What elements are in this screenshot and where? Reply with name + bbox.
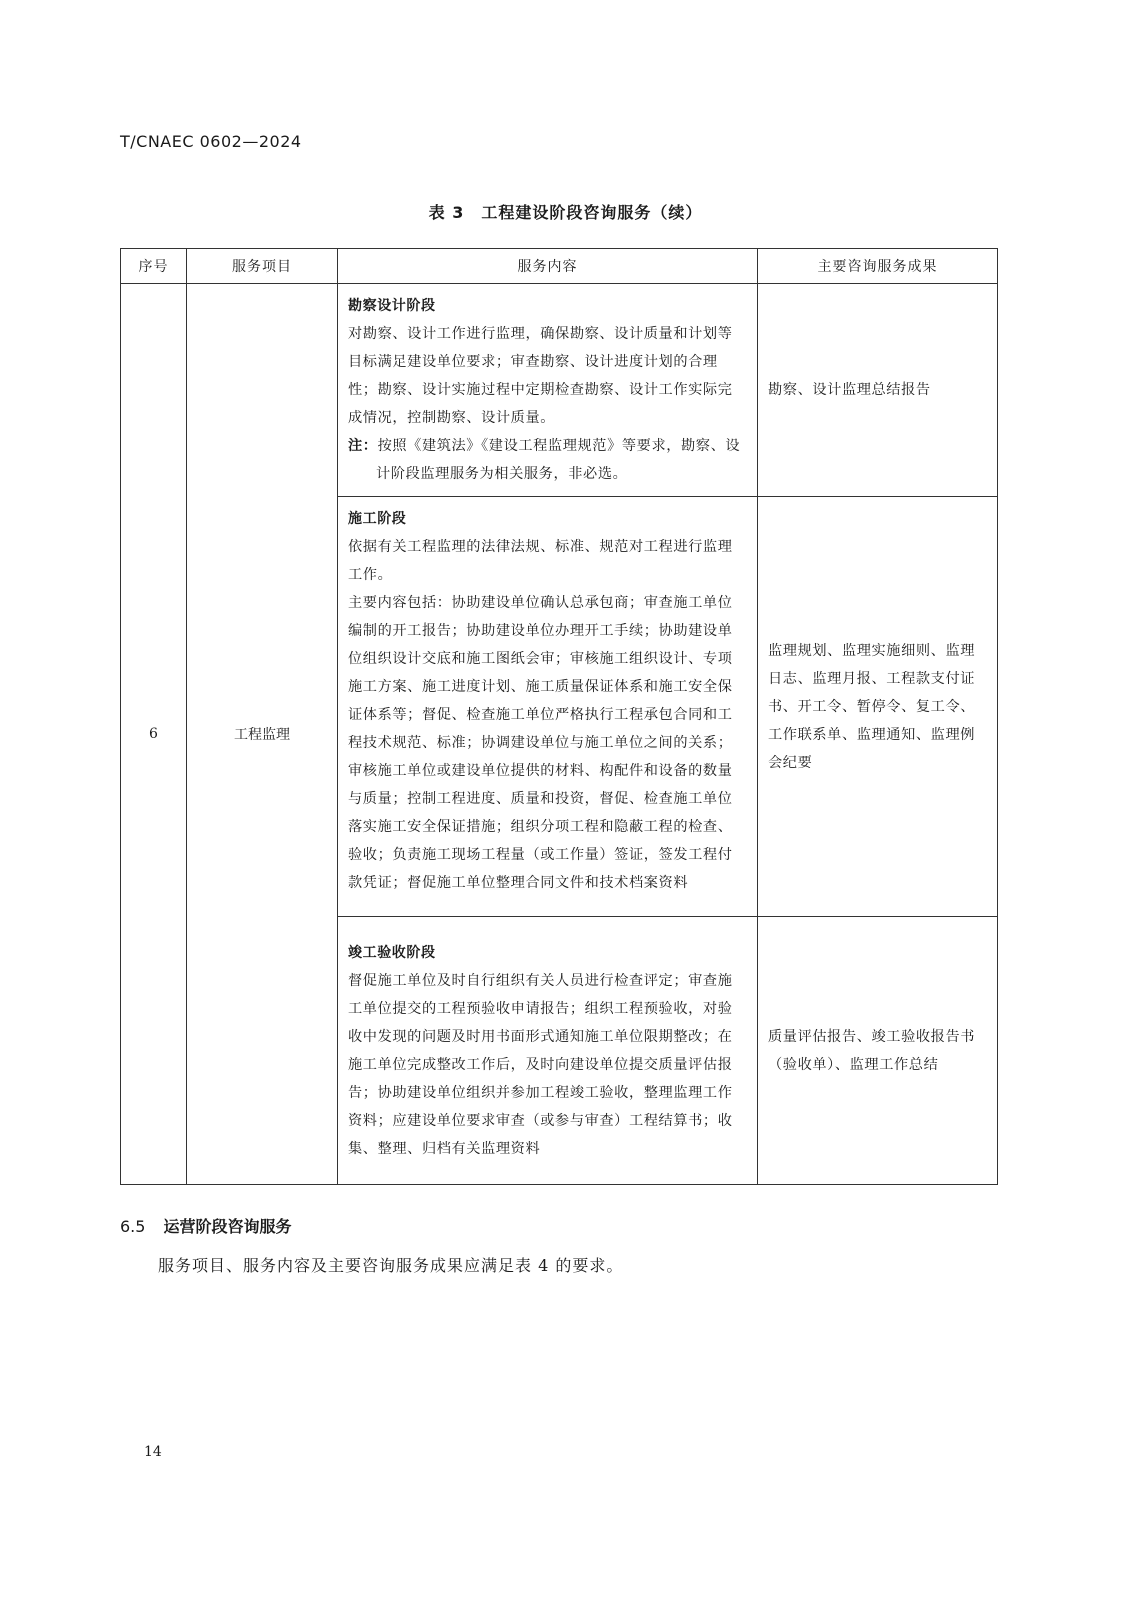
stage-note: [348, 432, 747, 488]
stage-content-survey-design: [338, 284, 758, 497]
stage-paragraph: 主要内容包括：协助建设单位确认总承包商；审查施工单位编制的开工报告；协助建设单位办理开工手续；协助建设单位组织设计交底和施工图纸会审；审核施工组织设计、专项施工方案、施工进度计划、施工质量保证体系和施工安全保证体系等；督促、检查施工单位严格执行工程承包合同和工程技术规范、标准；协调建设单位与施工单位之间的关系；审核施工单位或建设单位提供的材料、构配件和设备的数量与质量；控制工程进度、质量和投资，督促、检查施工单位落实施工安全保证措施；组织分项工程和隐蔽工程的检查、验收；负责施工现场工程量（或工作量）签证，签发工程付款凭证；督促施工单位整理合同文件和技术档案资料: [348, 595, 733, 891]
section-body-text: 服务项目、服务内容及主要咨询服务成果应满足表 4 的要求。: [158, 1256, 624, 1275]
row-index: 6: [121, 284, 187, 1185]
column-header-index: 序号: [121, 249, 187, 284]
section-heading: [120, 1214, 291, 1237]
stage-content-completion: [338, 917, 758, 1185]
column-header-item: 服务项目: [187, 249, 338, 284]
column-header-content: 服务内容: [338, 249, 758, 284]
service-table: [120, 248, 998, 1185]
section-number: 6.5: [120, 1217, 146, 1236]
row-service-item: 工程监理: [187, 284, 338, 1185]
stage-result-completion: 质量评估报告、竣工验收报告书（验收单）、监理工作总结: [758, 917, 998, 1185]
stage-result-survey-design: 勘察、设计监理总结报告: [758, 284, 998, 497]
stage-paragraph: 依据有关工程监理的法律法规、标准、规范对工程进行监理工作。: [348, 539, 733, 583]
table-header-row: [121, 249, 998, 284]
table-title: 表 3 工程建设阶段咨询服务（续）: [428, 203, 703, 222]
section-title: 运营阶段咨询服务: [163, 1217, 292, 1236]
page-number: 14: [144, 1444, 162, 1460]
stage-paragraph: 督促施工单位及时自行组织有关人员进行检查评定；审查施工单位提交的工程预验收申请报告；组织工程预验收，对验收中发现的问题及时用书面形式通知施工单位限期整改；在施工单位完成整改工作后，及时向建设单位提交质量评估报告；协助建设单位组织并参加工程竣工验收，整理监理工作资料；应建设单位要求审查（或参与审查）工程结算书；收集、整理、归档有关监理资料: [348, 973, 733, 1157]
note-label: 注：: [348, 438, 378, 454]
stage-title-completion: 竣工验收阶段: [348, 945, 436, 961]
note-text: 按照《建筑法》《建设工程监理规范》等要求，勘察、设计阶段监理服务为相关服务，非必选。: [376, 438, 741, 482]
column-header-result: 主要咨询服务成果: [758, 249, 998, 284]
stage-title-construction: 施工阶段: [348, 511, 407, 527]
stage-title-survey-design: 勘察设计阶段: [348, 298, 436, 314]
stage-content-construction: [338, 497, 758, 917]
stage-paragraph: 对勘察、设计工作进行监理，确保勘察、设计质量和计划等目标满足建设单位要求；审查勘察、设计进度计划的合理性；勘察、设计实施过程中定期检查勘察、设计工作实际完成情况，控制勘察、设计质量。: [348, 326, 733, 426]
stage-result-construction: 监理规划、监理实施细则、监理日志、监理月报、工程款支付证书、开工令、暂停令、复工令、工作联系单、监理通知、监理例会纪要: [758, 497, 998, 917]
table-row: [121, 284, 998, 497]
document-code: T/CNAEC 0602—2024: [120, 132, 302, 151]
